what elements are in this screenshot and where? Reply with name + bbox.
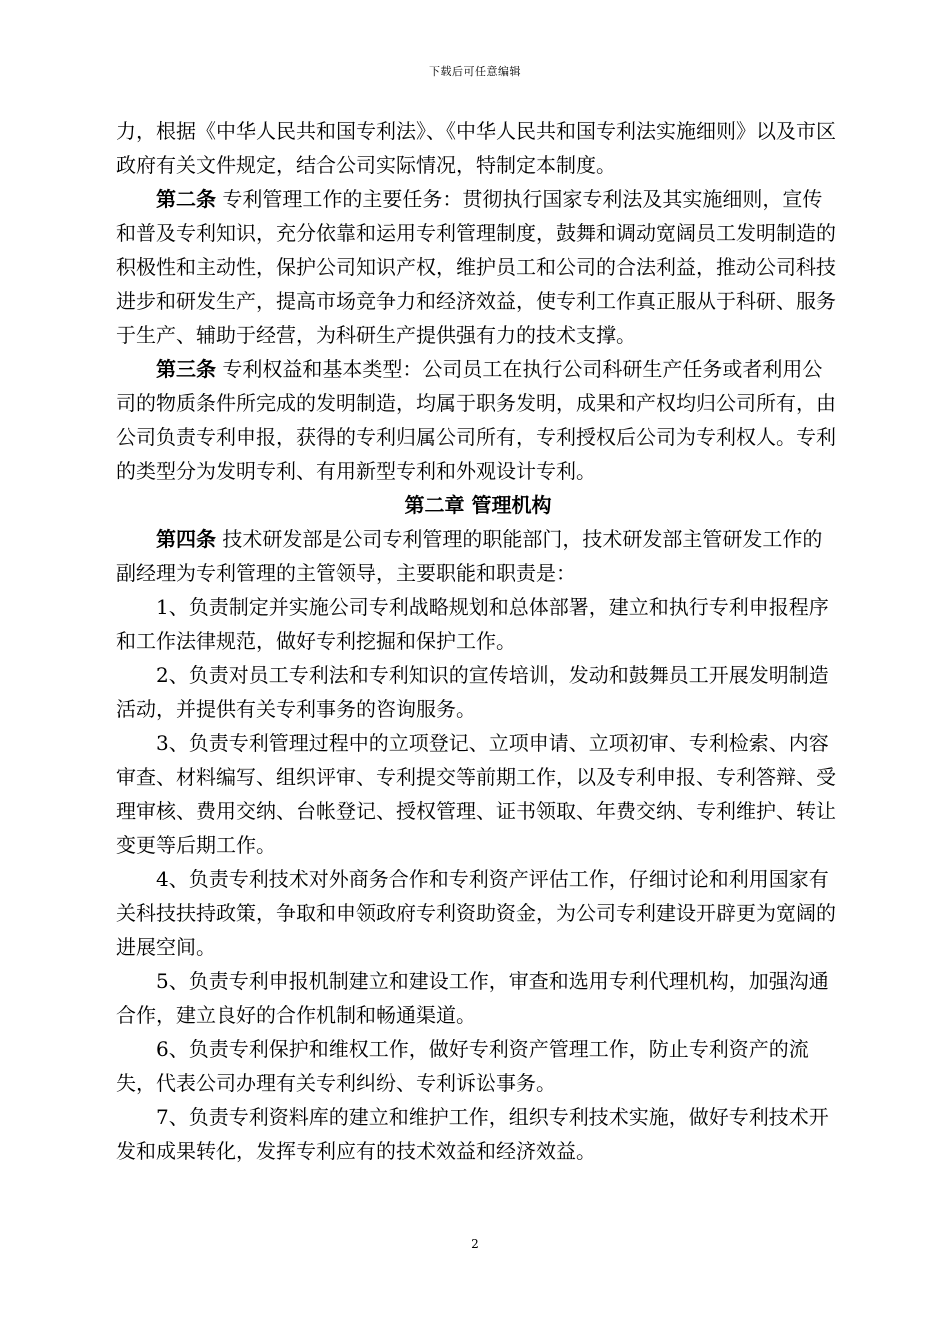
list-item: 2、负责对员工专利法和专利知识的宣传培训，发动和鼓舞员工开展发明制造活动，并提供有关专利事务的咨询服务。 [116,663,829,721]
intro-paragraph: 力，根据《中华人民共和国专利法》、《中华人民共和国专利法实施细则》以及市区政府有关文件规定，结合公司实际情况，特制定本制度。 [116,119,836,177]
list-item: 3、负责专利管理过程中的立项登记、立项申请、立项初审、专利检索、内容审查、材料编写、组织评审、专利提交等前期工作，以及专利申报、专利答辩、受理审核、费用交纳、台帐登记、授权管理、证书领取、年费交纳、专利维护、转让变更等后期工作。 [116,731,836,857]
list-item: 1、负责制定并实施公司专利战略规划和总体部署，建立和执行专利申报程序和工作法律规范，做好专利挖掘和保护工作。 [116,595,829,653]
article-4-text: 技术研发部是公司专利管理的职能部门，技术研发部主管研发工作的副经理为专利管理的主管领导，主要职能和职责是： [116,527,823,585]
document-body [116,114,840,1168]
article-2-text: 专利管理工作的主要任务：贯彻执行国家专利法及其实施细则，宣传和普及专利知识，充分依靠和运用专利管理制度，鼓舞和调动宽阔员工发明制造的积极性和主动性，保护公司知识产权，维护员工和公司的合法利益，推动公司科技进步和研发生产，提高市场竞争力和经济效益，使专利工作真正服从于科研、服务于生产、辅助于经营，为科研生产提供强有力的技术支撑。 [116,187,836,347]
article-3-paragraph [116,352,840,488]
chapter-2-heading: 第二章 管理机构 [404,493,552,517]
list-item: 4、负责专利技术对外商务合作和专利资产评估工作，仔细讨论和利用国家有关科技扶持政策，争取和申领政府专利资助资金，为公司专利建设开辟更为宽阔的进展空间。 [116,867,836,959]
list-item: 6、负责专利保护和维权工作，做好专利资产管理工作，防止专利资产的流失，代表公司办理有关专利纠纷、专利诉讼事务。 [116,1037,809,1095]
page-number: 2 [471,1237,479,1251]
list-item: 5、负责专利申报机制建立和建设工作，审查和选用专利代理机构，加强沟通合作，建立良好的合作机制和畅通渠道。 [116,969,829,1027]
article-2-paragraph [116,182,840,352]
article-3-label: 第三条 [156,357,216,381]
page-header: 下载后可任意编辑 [429,65,521,78]
article-3-text: 专利权益和基本类型：公司员工在执行公司科研生产任务或者利用公司的物质条件所完成的发明制造，均属于职务发明，成果和产权均归公司所有，由公司负责专利申报，获得的专利归属公司所有，专利授权后公司为专利权人。专利的类型分为发明专利、有用新型专利和外观设计专利。 [116,357,836,483]
list-item: 7、负责专利资料库的建立和维护工作，组织专利技术实施，做好专利技术开发和成果转化，发挥专利应有的技术效益和经济效益。 [116,1105,829,1163]
article-2-label: 第二条 [156,187,216,211]
article-4-label: 第四条 [156,527,216,551]
article-4-paragraph [116,522,840,590]
